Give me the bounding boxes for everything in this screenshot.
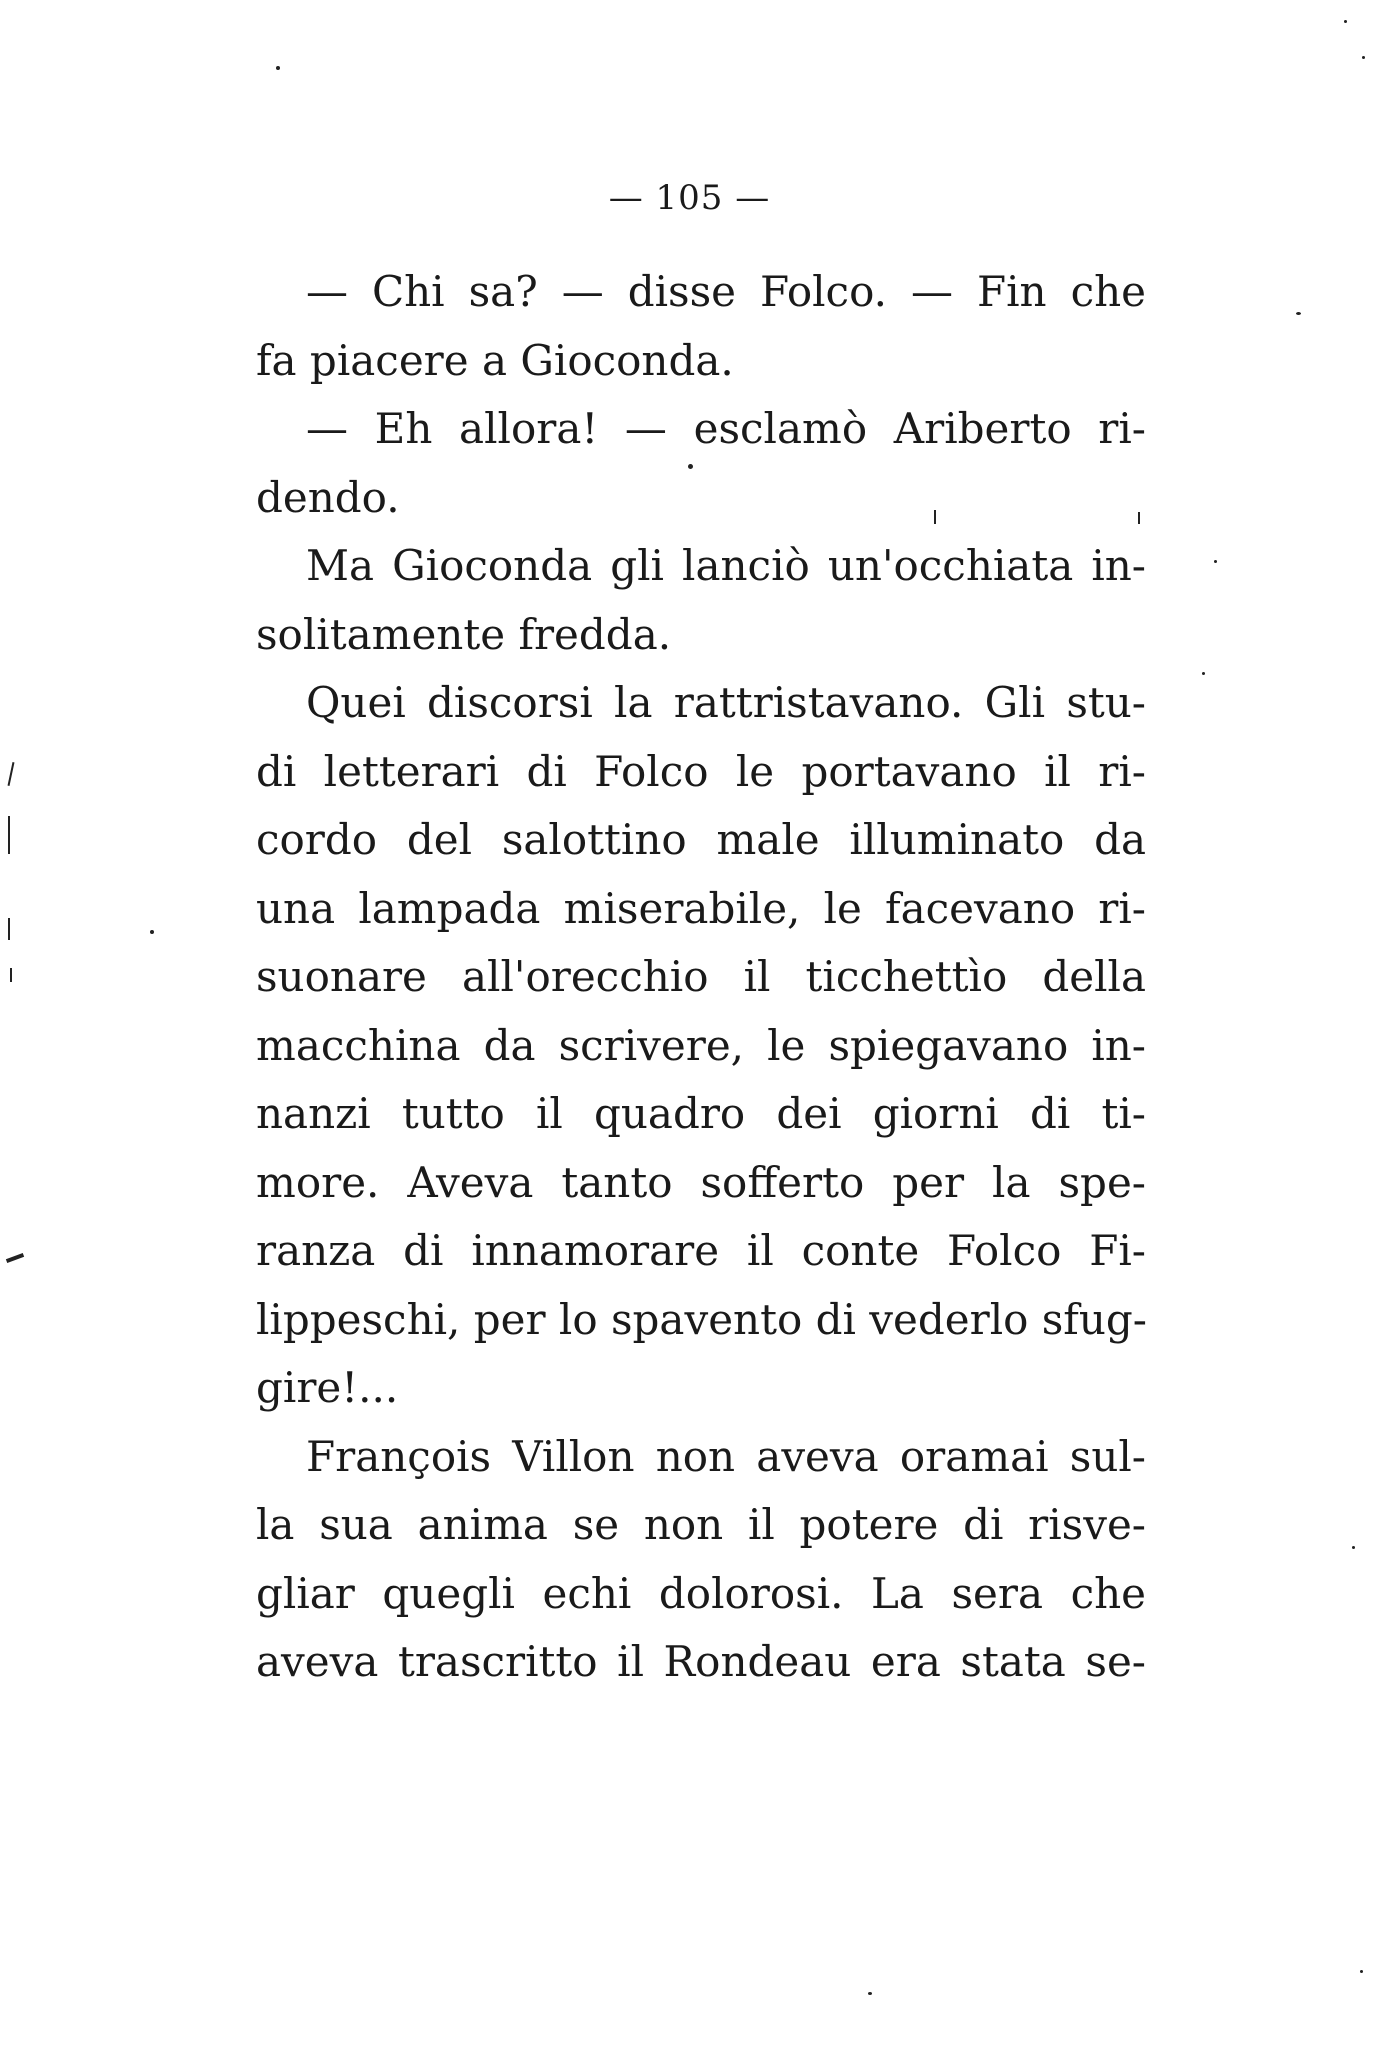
text-line: Quei discorsi la rattristavano. Gli stu- bbox=[306, 678, 1146, 727]
scan-mark bbox=[934, 510, 936, 524]
scan-speck bbox=[1360, 1970, 1363, 1973]
scan-speck bbox=[1202, 672, 1205, 675]
text-line: ranza di innamorare il conte Folco Fi- bbox=[256, 1226, 1146, 1275]
text-line: aveva trascritto il Rondeau era stata se- bbox=[256, 1637, 1146, 1686]
text-line: François Villon non aveva oramai sul- bbox=[306, 1431, 1146, 1481]
scan-speck bbox=[1214, 560, 1217, 563]
scan-mark bbox=[8, 918, 10, 940]
text-line: — Chi sa? — disse Folco. — Fin che bbox=[306, 267, 1146, 316]
text-line: — Eh allora! — esclamò Ariberto ri- bbox=[306, 404, 1146, 453]
body-text bbox=[256, 258, 1146, 1697]
text-line: cordo del salottino male illuminato da bbox=[256, 815, 1146, 864]
text-line: more. Aveva tanto sofferto per la spe- bbox=[256, 1157, 1146, 1207]
text-line: Ma Gioconda gli lanciò un'occhiata in- bbox=[306, 541, 1146, 590]
scan-speck bbox=[150, 930, 154, 934]
text-line: solitamente fredda. bbox=[256, 609, 672, 659]
text-line: di letterari di Folco le portavano il ri- bbox=[256, 746, 1146, 796]
scan-speck bbox=[1352, 1546, 1355, 1549]
scan-speck bbox=[688, 464, 693, 469]
scan-speck bbox=[868, 1992, 872, 1995]
page-number: — 105 — bbox=[608, 178, 771, 218]
scan-mark bbox=[8, 762, 15, 786]
scan-speck bbox=[1362, 56, 1365, 59]
text-line: gliar quegli echi dolorosi. La sera che bbox=[256, 1568, 1146, 1618]
scan-mark bbox=[1138, 512, 1140, 524]
text-line: una lampada miserabile, le facevano ri- bbox=[256, 883, 1146, 933]
scan-speck bbox=[276, 66, 280, 70]
scan-speck bbox=[1296, 312, 1301, 315]
text-line: gire!... bbox=[256, 1363, 399, 1412]
text-line: suonare all'orecchio il ticchettìo della bbox=[256, 952, 1146, 1001]
text-line: nanzi tutto il quadro dei giorni di ti- bbox=[256, 1089, 1146, 1138]
text-line: la sua anima se non il potere di risve- bbox=[256, 1500, 1146, 1549]
text-line: lippeschi, per lo spavento di vederlo sfug- bbox=[256, 1294, 1147, 1344]
scan-mark bbox=[8, 816, 10, 854]
scan-mark bbox=[10, 968, 12, 982]
scan-mark bbox=[6, 1253, 24, 1263]
text-line: dendo. bbox=[256, 472, 400, 522]
text-line: fa piacere a Gioconda. bbox=[256, 335, 734, 385]
text-line: macchina da scrivere, le spiegavano in- bbox=[256, 1020, 1146, 1070]
scan-speck bbox=[1344, 20, 1347, 23]
